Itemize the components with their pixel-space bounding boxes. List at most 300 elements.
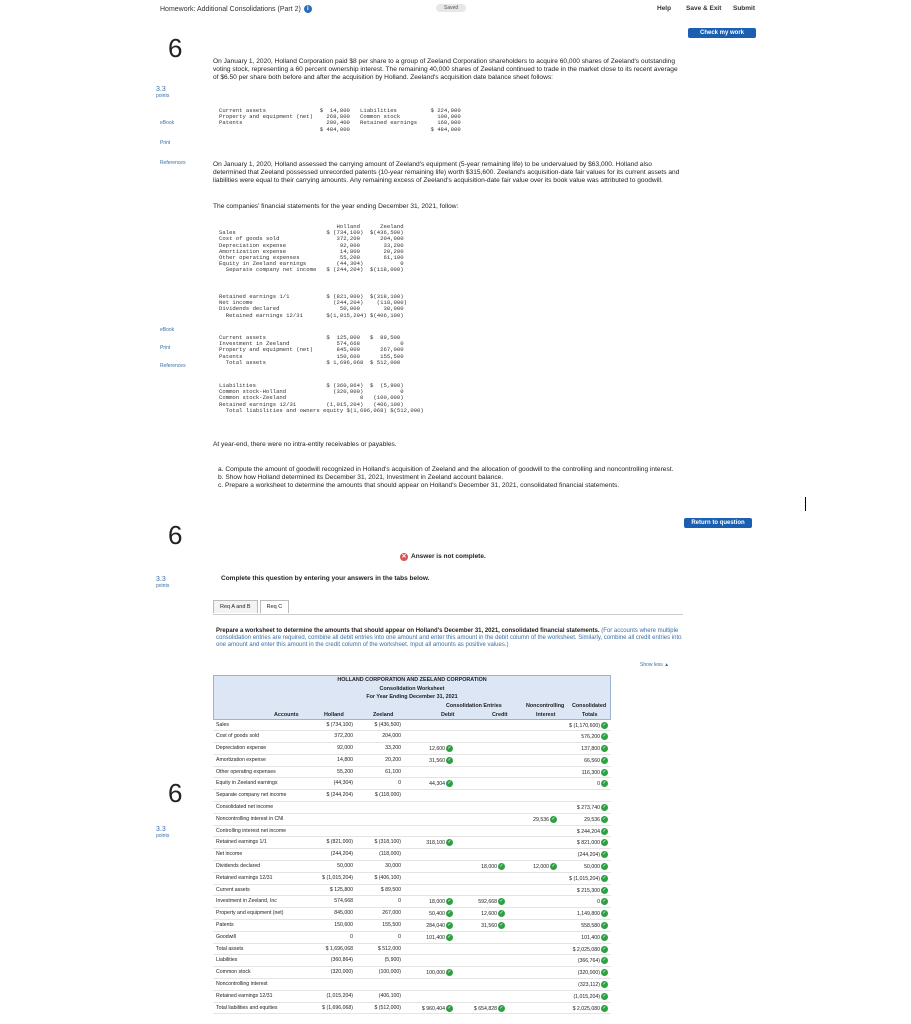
cell-value: Current assets <box>216 886 250 893</box>
cell-zeeland <box>357 946 401 952</box>
cell-holland <box>309 887 353 893</box>
cell-account <box>216 745 308 751</box>
check-icon: ✓ <box>602 768 607 775</box>
task-b: b. Show how Holland determined its December 31, 2021, Investment in Zeeland account balance. <box>218 474 504 481</box>
cell-zeeland <box>357 863 401 869</box>
cell-holland <box>309 733 353 739</box>
cell-debit[interactable] <box>409 745 453 752</box>
cell-consolidated[interactable] <box>560 828 608 835</box>
cell-value: $ (734,100) <box>326 721 353 728</box>
assignment-title: Homework: Additional Consolidations (Part 2) i <box>160 5 312 13</box>
cell-account <box>216 922 308 928</box>
cell-consolidated[interactable] <box>560 910 608 917</box>
check-icon: ✓ <box>602 933 607 940</box>
cell-value: 14,800 <box>337 756 353 763</box>
cell-value: 267,000 <box>382 910 401 917</box>
cell-debit[interactable] <box>409 757 453 764</box>
col-entries: Consolidation Entries <box>446 702 502 709</box>
cell-zeeland <box>357 1005 401 1011</box>
cell-value: $ 89,500 <box>380 886 401 893</box>
cell-consolidated[interactable] <box>560 875 608 882</box>
worksheet-row <box>213 873 611 885</box>
tab-req-c[interactable]: Req C <box>260 600 290 613</box>
cell-holland <box>309 993 353 999</box>
cell-value: Noncontrolling interest <box>216 981 268 988</box>
cell-consolidated[interactable] <box>560 851 608 858</box>
worksheet-row <box>213 837 611 849</box>
cell-consolidated[interactable] <box>560 993 608 1000</box>
show-less-toggle[interactable]: Show less ▲ <box>640 662 670 668</box>
cell-value: 18,000 <box>481 863 497 870</box>
check-icon: ✓ <box>447 745 452 752</box>
cell-value: Property and equipment (net) <box>216 910 284 917</box>
cell-value: $ (1,696,068) <box>322 1004 353 1011</box>
cell-value: 0 <box>597 899 600 906</box>
worksheet-row <box>213 849 611 861</box>
cell-value: 284,040 <box>426 922 445 929</box>
cell-value: $ 125,800 <box>329 886 353 893</box>
cell-value: Noncontrolling interest in CNI <box>216 815 284 822</box>
worksheet-row <box>213 991 611 1003</box>
save-exit-link[interactable]: Save & Exit <box>686 5 722 12</box>
check-icon: ✓ <box>602 1004 607 1011</box>
cell-consolidated[interactable] <box>560 733 608 740</box>
cell-zeeland <box>357 733 401 739</box>
cell-holland <box>309 1005 353 1011</box>
check-icon: ✓ <box>499 910 504 917</box>
cell-value: 50,400 <box>429 911 445 918</box>
ebook-link[interactable]: eBook <box>160 120 175 126</box>
cell-value: Total assets <box>216 945 244 952</box>
check-icon: ✓ <box>602 863 607 870</box>
cell-account <box>216 934 308 940</box>
ebook-link-2[interactable]: eBook <box>160 327 175 333</box>
check-icon: ✓ <box>499 898 504 905</box>
check-icon: ✓ <box>447 898 452 905</box>
col-credit: Credit <box>492 711 508 718</box>
check-icon: ✓ <box>447 780 452 787</box>
check-icon: ✓ <box>602 886 607 893</box>
worksheet-row <box>213 979 611 991</box>
cell-value: 0 <box>597 781 600 788</box>
cell-value: 137,800 <box>581 745 600 752</box>
cell-value: 204,000 <box>382 733 401 740</box>
check-icon: ✓ <box>602 874 607 881</box>
side-links-2 <box>160 327 186 383</box>
cell-value: 100,000 <box>426 970 445 977</box>
cell-value: $ 273,740 <box>576 804 600 811</box>
cell-holland <box>309 922 353 928</box>
cell-value: 101,400 <box>426 934 445 941</box>
cell-value: 29,536 <box>533 816 549 823</box>
cell-account <box>216 1005 308 1011</box>
cell-value: (1,015,204) <box>326 992 353 999</box>
cell-value: (100,000) <box>378 969 401 976</box>
worksheet-row <box>213 767 611 779</box>
cell-account <box>216 969 308 975</box>
cell-value: $ 215,300 <box>576 887 600 894</box>
cell-zeeland <box>357 757 401 763</box>
cell-zeeland <box>357 722 401 728</box>
cell-zeeland <box>357 934 401 940</box>
check-icon: ✓ <box>499 863 504 870</box>
check-icon: ✓ <box>447 910 452 917</box>
worksheet-row <box>213 720 611 732</box>
col-zeeland: Zeeland <box>373 711 394 718</box>
cell-debit[interactable] <box>409 934 453 941</box>
cell-value: Amortization expense <box>216 756 266 763</box>
check-icon: ✓ <box>447 933 452 940</box>
worksheet-row <box>213 743 611 755</box>
cell-value: Investment in Zeeland, Inc <box>216 898 277 905</box>
paragraph-2: On January 1, 2020, Holland assessed the carrying amount of Zeeland's equipment (5-year remaining life) to be undervalued by $63,000. Holland also determined that Zeeland possessed unrecorded patents (10-year remaining life) worth $315,600. Zeeland's acquisition-date fair values for its current assets and liabilities were equal to their carrying amounts. Any remaining excess of Zeeland's acquisition-date fair value over its book value was attributed to goodwill. <box>213 161 680 184</box>
cell-value: 31,560 <box>481 922 497 929</box>
check-icon: ✓ <box>602 922 607 929</box>
cell-value: (5,900) <box>384 957 401 964</box>
cell-value: 20,200 <box>385 756 401 763</box>
cell-value: $ 1,696,068 <box>325 945 353 952</box>
cell-value: 574,668 <box>334 898 353 905</box>
cell-account <box>216 957 308 963</box>
cell-holland <box>309 934 353 940</box>
check-icon: ✓ <box>602 780 607 787</box>
worksheet-row <box>213 826 611 838</box>
cell-value: $ (821,000) <box>326 839 353 846</box>
cell-holland <box>309 769 353 775</box>
cell-value: 0 <box>398 780 401 787</box>
cell-value: 845,000 <box>334 910 353 917</box>
cell-value: Depreciation expense <box>216 745 267 752</box>
cell-consolidated[interactable] <box>560 769 608 776</box>
cell-account <box>216 981 308 987</box>
cell-account <box>216 757 308 763</box>
cell-value: (366,764) <box>577 958 600 965</box>
cell-account <box>216 722 308 728</box>
check-icon: ✓ <box>447 1004 452 1011</box>
cell-value: 150,600 <box>334 922 353 929</box>
cell-credit[interactable] <box>461 898 505 905</box>
check-icon: ✓ <box>602 945 607 952</box>
check-icon: ✓ <box>602 851 607 858</box>
cell-zeeland <box>357 922 401 928</box>
cell-value: 92,000 <box>337 745 353 752</box>
check-icon: ✓ <box>602 910 607 917</box>
cell-account <box>216 839 308 845</box>
task-list <box>218 466 688 490</box>
cell-zeeland <box>357 875 401 881</box>
points: 3.3 points <box>156 86 170 99</box>
cell-holland <box>309 910 353 916</box>
cell-value: $ 2,025,080 <box>572 1005 600 1012</box>
paragraph-4: At year-end, there were no intra-entity receivables or payables. <box>213 441 397 448</box>
cell-holland <box>309 780 353 786</box>
cell-holland <box>309 898 353 904</box>
worksheet-row <box>213 731 611 743</box>
info-icon[interactable]: i <box>304 5 312 13</box>
check-icon: ✓ <box>602 839 607 846</box>
cell-value: Cost of goods sold <box>216 733 259 740</box>
cell-holland <box>309 957 353 963</box>
balance-sheet: Current assets $ 14,800 Liabilities $ 224,000 Property and equipment (net) 268,800 Common stock 100,000 Patents 200,400 Retained earnings 160,000 $ 484,000 $ 484,000 <box>219 107 461 133</box>
ws-title-3: For Year Ending December 31, 2021 <box>366 694 458 700</box>
cell-debit[interactable] <box>409 910 453 917</box>
check-icon: ✓ <box>602 969 607 976</box>
cell-value: 12,000 <box>533 863 549 870</box>
cell-consolidated[interactable] <box>560 816 608 823</box>
cell-consolidated[interactable] <box>560 839 608 846</box>
cell-zeeland <box>357 993 401 999</box>
cell-consolidated[interactable] <box>560 745 608 752</box>
cell-value: 30,000 <box>385 863 401 870</box>
cell-value: 592,668 <box>478 899 497 906</box>
worksheet-row <box>213 778 611 790</box>
cell-consolidated[interactable] <box>560 863 608 870</box>
cell-consolidated[interactable] <box>560 887 608 894</box>
cell-value: 31,560 <box>429 757 445 764</box>
cell-account <box>216 875 308 881</box>
cell-value: 12,600 <box>429 745 445 752</box>
cell-credit[interactable] <box>461 910 505 917</box>
cell-value: Retained earnings 12/31 <box>216 874 273 881</box>
cell-value: $ (118,000) <box>374 792 401 799</box>
check-icon: ✓ <box>602 815 607 822</box>
retained-earnings-statement: Retained earnings 1/1 $ (821,000) $(318,100) Net income (244,204) (118,000) Dividends declared 50,000 30,000 Retained earnings 12/31 $(1,015,204) $(406,100) <box>219 293 407 319</box>
cell-account <box>216 828 308 834</box>
check-icon: ✓ <box>602 804 607 811</box>
cell-debit[interactable] <box>409 922 453 929</box>
cell-consolidated[interactable] <box>560 934 608 941</box>
check-my-work-button[interactable]: Check my work <box>688 28 756 38</box>
ws-title-1: HOLLAND CORPORATION AND ZEELAND CORPORATION <box>337 677 487 683</box>
cell-consolidated[interactable] <box>560 1005 608 1012</box>
print-link[interactable]: Print <box>160 140 171 146</box>
cell-value: $ 654,828 <box>473 1005 497 1012</box>
cell-value: (406,100) <box>378 992 401 999</box>
cell-value: $ (436,500) <box>374 721 401 728</box>
cell-account <box>216 769 308 775</box>
cell-value: 55,200 <box>337 768 353 775</box>
cell-holland <box>309 875 353 881</box>
cell-value: Net income <box>216 851 243 858</box>
cell-value: $ 244,204 <box>576 828 600 835</box>
top-bar <box>0 0 911 18</box>
cell-value: 576,200 <box>581 734 600 741</box>
cell-zeeland <box>357 969 401 975</box>
cell-zeeland <box>357 792 401 798</box>
cell-holland <box>309 839 353 845</box>
worksheet-row <box>213 790 611 802</box>
ws-title-2: Consolidation Worksheet <box>379 685 445 692</box>
cell-value: (320,000) <box>577 970 600 977</box>
cell-credit[interactable] <box>461 922 505 929</box>
col-consolidated: Consolidated <box>572 702 607 709</box>
cell-zeeland <box>357 769 401 775</box>
cell-value: $ (406,100) <box>374 874 401 881</box>
cell-value: (244,204) <box>330 851 353 858</box>
tab-req-a-b[interactable]: Req A and B <box>213 600 258 613</box>
cell-value: (323,112) <box>578 981 600 988</box>
cell-debit[interactable] <box>409 898 453 905</box>
cell-value: 101,400 <box>581 934 600 941</box>
cell-value: 29,536 <box>584 816 600 823</box>
check-icon: ✓ <box>602 898 607 905</box>
cell-value: Total liabilities and equities <box>216 1004 278 1011</box>
cell-credit[interactable] <box>461 863 505 870</box>
cell-value: $ (1,170,600) <box>569 722 600 729</box>
cell-consolidated[interactable] <box>560 722 608 729</box>
cell-nci[interactable] <box>513 816 557 823</box>
references-link[interactable]: References <box>160 160 186 166</box>
cell-value: 12,600 <box>481 911 497 918</box>
worksheet-row <box>213 885 611 897</box>
cell-value: $ (1,015,204) <box>322 874 353 881</box>
check-icon: ✓ <box>447 969 452 976</box>
cell-zeeland <box>357 910 401 916</box>
task-c: c. Prepare a worksheet to determine the amounts that should appear on Holland's December 31, 2021, consolidated financial statements. <box>218 482 620 489</box>
check-icon: ✓ <box>602 981 607 988</box>
cell-value: 61,100 <box>385 768 401 775</box>
assets-statement: Current assets $ 125,800 $ 89,500 Investment in Zeeland 574,668 0 Property and equipment (net) 845,000 267,000 Patents 150,600 155,500 Total assets $ 1,696,068 $ 512,000 <box>219 334 404 366</box>
col-holland: Holland <box>324 711 344 718</box>
worksheet-row <box>213 920 611 932</box>
worksheet-row <box>213 1003 611 1015</box>
error-icon: ✕ <box>401 554 407 560</box>
cell-value: Consolidated net income <box>216 804 274 811</box>
worksheet-row <box>213 908 611 920</box>
points-3: 3.3 points <box>156 826 170 839</box>
col-consolidated-2: Totals <box>582 711 598 718</box>
cell-nci[interactable] <box>513 863 557 870</box>
cell-consolidated[interactable] <box>560 969 608 976</box>
cell-value: 318,100 <box>426 840 445 847</box>
col-nci-2: Interest <box>536 711 556 718</box>
cell-value: Common stock <box>216 969 251 976</box>
cell-value: Controlling interest net income <box>216 827 287 834</box>
cell-account <box>216 816 308 822</box>
cell-value: Dividends declared <box>216 863 261 870</box>
worksheet-row <box>213 932 611 944</box>
cell-holland <box>309 946 353 952</box>
consolidation-worksheet <box>213 675 611 1014</box>
cell-account <box>216 993 308 999</box>
cell-value: Goodwill <box>216 933 236 940</box>
cell-holland <box>309 969 353 975</box>
worksheet-row <box>213 755 611 767</box>
cell-account <box>216 780 308 786</box>
cell-consolidated[interactable] <box>560 981 608 988</box>
cell-value: 155,500 <box>382 922 401 929</box>
worksheet-row <box>213 802 611 814</box>
cell-consolidated[interactable] <box>560 757 608 764</box>
check-icon: ✓ <box>447 922 452 929</box>
cell-account <box>216 887 308 893</box>
cell-account <box>216 910 308 916</box>
cell-value: 1,149,800 <box>576 911 600 918</box>
worksheet-row <box>213 896 611 908</box>
cell-consolidated[interactable] <box>560 922 608 929</box>
cell-consolidated[interactable] <box>560 957 608 964</box>
task-a: a. Compute the amount of goodwill recognized in Holland's acquisition of Zeeland and the allocation of goodwill to the controlling and noncontrolling interest. <box>218 466 674 473</box>
check-icon: ✓ <box>602 957 607 964</box>
worksheet-header <box>213 675 611 720</box>
cell-debit[interactable] <box>409 780 453 787</box>
check-icon: ✓ <box>602 721 607 728</box>
cell-value: Separate company net income <box>216 792 287 799</box>
check-icon: ✓ <box>602 756 607 763</box>
cell-value: 50,000 <box>337 863 353 870</box>
cell-consolidated[interactable] <box>560 946 608 953</box>
worksheet-row <box>213 967 611 979</box>
text-cursor <box>805 497 806 511</box>
cell-holland <box>309 851 353 857</box>
cell-consolidated[interactable] <box>560 804 608 811</box>
cell-value: Equity in Zeeland earnings <box>216 780 278 787</box>
worksheet-body <box>213 720 611 1015</box>
cell-value: (320,000) <box>330 969 353 976</box>
cell-holland <box>309 757 353 763</box>
question-number: 6 <box>168 33 183 63</box>
check-icon: ✓ <box>551 815 556 822</box>
cell-value: 0 <box>398 898 401 905</box>
cell-value: $ (1,015,204) <box>569 875 600 882</box>
cell-value: 0 <box>398 933 401 940</box>
cell-value: Liabilities <box>216 957 238 964</box>
cell-value: 33,200 <box>385 745 401 752</box>
paragraph-3: The companies' financial statements for the year ending December 31, 2021, follow: <box>213 203 459 210</box>
cell-value: 116,300 <box>581 769 600 776</box>
cell-value: $ 2,025,080 <box>572 946 600 953</box>
points-2: 3.3 points <box>156 576 170 589</box>
question-number-2: 6 <box>168 520 183 550</box>
help-link[interactable]: Help <box>657 5 672 12</box>
cell-account <box>216 946 308 952</box>
submit-link[interactable]: Submit <box>733 5 756 12</box>
col-nci: Noncontrolling <box>526 702 565 709</box>
cell-debit[interactable] <box>409 839 453 846</box>
cell-holland <box>309 863 353 869</box>
answer-banner: ✕ Answer is not complete. <box>401 553 486 560</box>
question-number-3: 6 <box>168 778 183 808</box>
cell-debit[interactable] <box>409 969 453 976</box>
cell-value: Other operating expenses <box>216 768 276 775</box>
return-to-question-button[interactable]: Return to question <box>684 518 752 528</box>
cell-value: Retained earnings 12/31 <box>216 992 273 999</box>
cell-zeeland <box>357 851 401 857</box>
saved-indicator: Saved <box>436 4 466 12</box>
cell-value: (360,864) <box>330 957 353 964</box>
cell-value: $ (318,100) <box>374 839 401 846</box>
cell-value: 18,000 <box>429 899 445 906</box>
check-icon: ✓ <box>551 863 556 870</box>
worksheet-instructions: Prepare a worksheet to determine the amounts that should appear on Holland's December 31, 2021, consolidated financial statements. (For accounts where multiple consolidation entries are required, combine all debit entries into one amount and enter this amount in the debit column of the worksheet. Similarly, combine all credit entries into one amount and enter this amount in the credit column of the worksheet. Input all amounts as positive values.) <box>216 628 682 648</box>
instruction: Complete this question by entering your answers in the tabs below. <box>221 575 430 582</box>
cell-debit[interactable] <box>409 1005 453 1012</box>
print-link-2[interactable]: Print <box>160 345 171 351</box>
check-icon: ✓ <box>499 922 504 929</box>
cell-consolidated[interactable] <box>560 780 608 787</box>
cell-holland <box>309 722 353 728</box>
cell-credit[interactable] <box>461 1005 505 1012</box>
cell-value: 558,580 <box>581 922 600 929</box>
cell-account <box>216 863 308 869</box>
check-icon: ✓ <box>499 1004 504 1011</box>
cell-zeeland <box>357 745 401 751</box>
references-link-2[interactable]: References <box>160 363 186 369</box>
worksheet-row <box>213 861 611 873</box>
check-icon: ✓ <box>602 827 607 834</box>
cell-consolidated[interactable] <box>560 898 608 905</box>
cell-value: 372,200 <box>334 733 353 740</box>
